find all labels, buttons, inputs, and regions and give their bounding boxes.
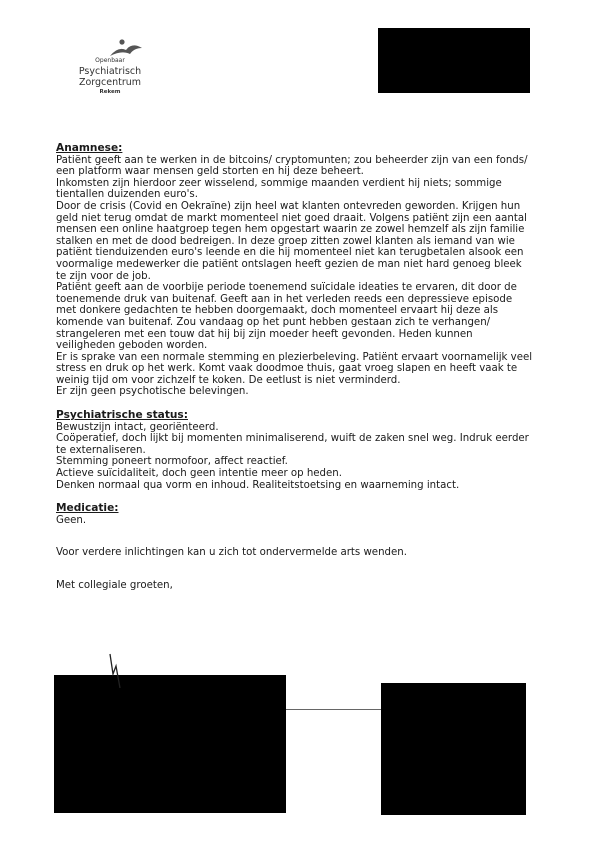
section-heading: Anamnese: — [56, 142, 123, 154]
paragraph: Stemming poneert normofoor, affect reactief. — [56, 456, 288, 468]
logo-text-small: Openbaar — [95, 57, 125, 64]
paragraph: Er zijn geen psychotische belevingen. — [56, 386, 249, 398]
logo-text-line1: Psychiatrisch — [78, 66, 142, 77]
paragraph: Door de crisis (Covid en Oekraïne) zijn heel wat klanten ontevreden geworden. Krijgen hun geld niet terug omdat de markt momenteel niet goed draait. Volgens patiënt zijn een aantal mensen een online haatgroep tegen hem opgestart waarin ze zowel hemzelf als zijn familie stalken en met de dood bedreigen. In deze groep zitten zowel klanten als iemand van wie patiënt tienduizenden euro's leende en die hij momenteel niet kan terugbetalen alsook een voormalige medewerker die patiënt ontslagen heeft gezien de man niet hard genoeg bleek te zijn voor de job. — [56, 200, 527, 282]
paragraph: Patiënt geeft aan te werken in de bitcoins/ cryptomunten; zou beheerder zijn van een fonds/ een platform waar mensen geld storten en hij deze beheert. — [56, 154, 528, 178]
paragraph: Actieve suïcidaliteit, doch geen intentie meer op heden. — [56, 468, 342, 480]
section-psychiatrische-status — [56, 410, 534, 491]
logo-text-line2: Zorgcentrum — [78, 77, 142, 88]
section-medicatie — [56, 503, 534, 526]
signature-stroke — [100, 652, 140, 692]
letter-body — [56, 143, 534, 592]
closing-greeting: Met collegiale groeten, — [56, 580, 173, 591]
paragraph: Denken normaal qua vorm en inhoud. Realiteitstoetsing en waarneming intact. — [56, 479, 460, 491]
paragraph: Coöperatief, doch lijkt bij momenten minimaliserend, wuift de zaken snel weg. Indruk eerder te externaliseren. — [56, 433, 529, 456]
paragraph: Inkomsten zijn hierdoor zeer wisselend, sommige maanden verdient hij niets; sommige tientallen duizenden euro's. — [56, 177, 502, 201]
logo-text-location: Rekem — [99, 89, 121, 95]
redaction-box-top-right — [378, 28, 530, 93]
section-heading: Psychiatrische status: — [56, 409, 188, 422]
paragraph: Geen. — [56, 514, 87, 526]
signature-line — [286, 709, 381, 710]
paragraph: Er is sprake van een normale stemming en plezierbeleving. Patiënt ervaart voornamelijk veel stress en druk op het werk. Komt vaak doodmoe thuis, gaat vroeg slapen en heeft vaak te weinig tijd om voor zichzelf te koken. De eetlust is niet verminderd. — [56, 351, 533, 386]
section-heading: Medicatie: — [56, 502, 119, 515]
redaction-box-bottom-right — [381, 683, 526, 815]
closing-info-line: Voor verdere inlichtingen kan u zich tot ondervermelde arts wenden. — [56, 547, 407, 559]
paragraph: Bewustzijn intact, georiënteerd. — [56, 421, 219, 433]
section-anamnese — [56, 143, 534, 398]
hospital-logo — [60, 38, 160, 102]
redaction-box-bottom-left — [54, 675, 286, 813]
paragraph: Patiënt geeft aan de voorbije periode toenemend suïcidale ideaties te ervaren, dit door de toenemende druk van buitenaf. Geeft aan in het verleden reeds een depressieve episode met donkere gedachten te hebben doorgemaakt, doch momenteel ervaart hij deze als komende van buitenaf. Zou vandaag op het punt hebben gestaan zich te verhangen/ strangeleren met een touw dat hij bij zijn moeder heeft gevonden. Heden kunnen veiligheden geboden worden. — [56, 282, 517, 352]
